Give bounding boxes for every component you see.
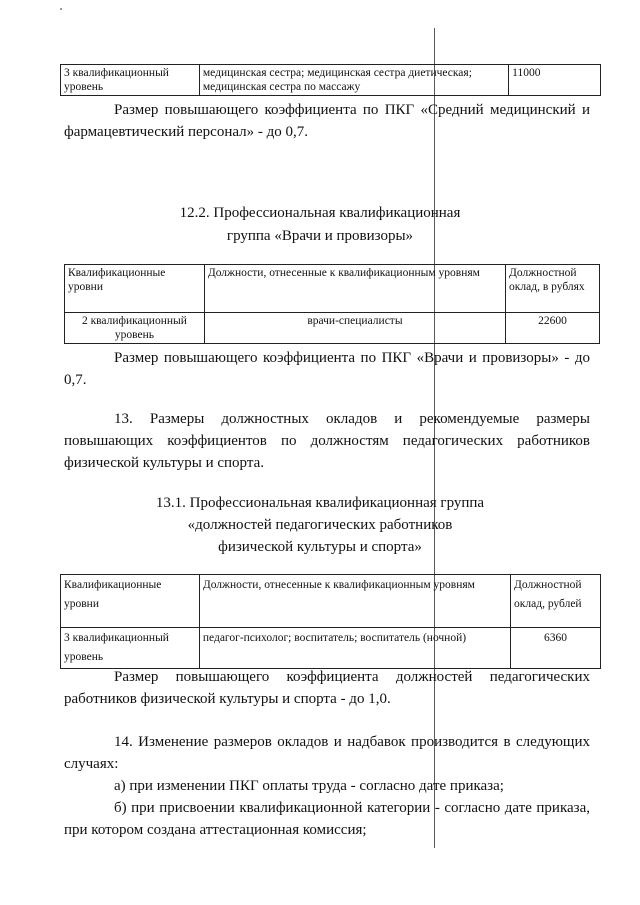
paragraph-coefficient-pedagogues: Размер повышающего коэффициента должностей педагогических работников физической культуры и спорта - до 1,0. xyxy=(64,669,590,707)
table-header-row xyxy=(61,575,601,628)
cell-level: 3 квалификационный уровень xyxy=(61,628,200,669)
header-positions: Должности, отнесенные к квалификационным уровням xyxy=(204,265,505,313)
cell-salary: 22600 xyxy=(506,313,600,344)
heading-13-1-line1: 13.1. Профессиональная квалификационная группа xyxy=(155,495,485,511)
cell-salary: 6360 xyxy=(511,628,601,669)
heading-12-2-line1: 12.2. Профессиональная квалификационная xyxy=(179,205,461,221)
table-row xyxy=(65,313,600,344)
list-item-a: а) при изменении ПКГ оплаты труда - согласно дате приказа; xyxy=(114,778,504,794)
paragraph-coefficient-doctors: Размер повышающего коэффициента по ПКГ «Врачи и провизоры» - до 0,7. xyxy=(64,350,590,388)
heading-13-1-line2: «должностей педагогических работников xyxy=(187,517,453,533)
cell-positions: педагог-психолог; воспитатель; воспитатель (ночной) xyxy=(199,628,510,669)
cell-level: 3 квалификационный уровень xyxy=(61,65,200,96)
table-pedagogues xyxy=(60,574,601,669)
cell-positions: медицинская сестра; медицинская сестра диетическая; медицинская сестра по массажу xyxy=(199,65,508,96)
header-salary: Должностной оклад, рублей xyxy=(511,575,601,628)
paragraph-section-14: 14. Изменение размеров окладов и надбавок производится в следующих случаях: xyxy=(64,734,590,772)
table-row xyxy=(61,628,601,669)
list-item-b: б) при присвоении квалификационной категории - согласно дате приказа, при котором создана аттестационная комиссия; xyxy=(64,800,590,838)
header-positions: Должности, отнесенные к квалификационным уровням xyxy=(199,575,510,628)
header-levels: Квалификационные уровни xyxy=(65,265,205,313)
cell-positions: врачи-специалисты xyxy=(204,313,505,344)
paragraph-coefficient-nurses: Размер повышающего коэффициента по ПКГ «Средний медицинский и фармацевтический персонал» - до 0,7. xyxy=(64,102,590,140)
table-nurses xyxy=(60,64,601,96)
header-levels: Квалификационные уровни xyxy=(61,575,200,628)
heading-13-1-line3: физической культуры и спорта» xyxy=(218,539,422,555)
table-row xyxy=(61,65,601,96)
table-doctors xyxy=(64,264,600,344)
scan-dot xyxy=(60,8,62,10)
table-header-row xyxy=(65,265,600,313)
paragraph-section-13: 13. Размеры должностных окладов и рекомендуемые размеры повышающих коэффициентов по должностям педагогических работников физической культуры и спорта. xyxy=(64,411,590,471)
header-salary: Должностной оклад, в рублях xyxy=(506,265,600,313)
cell-salary: 11000 xyxy=(509,65,601,96)
cell-level: 2 квалификационный уровень xyxy=(65,313,205,344)
heading-12-2-line2: группа «Врачи и провизоры» xyxy=(226,228,414,244)
